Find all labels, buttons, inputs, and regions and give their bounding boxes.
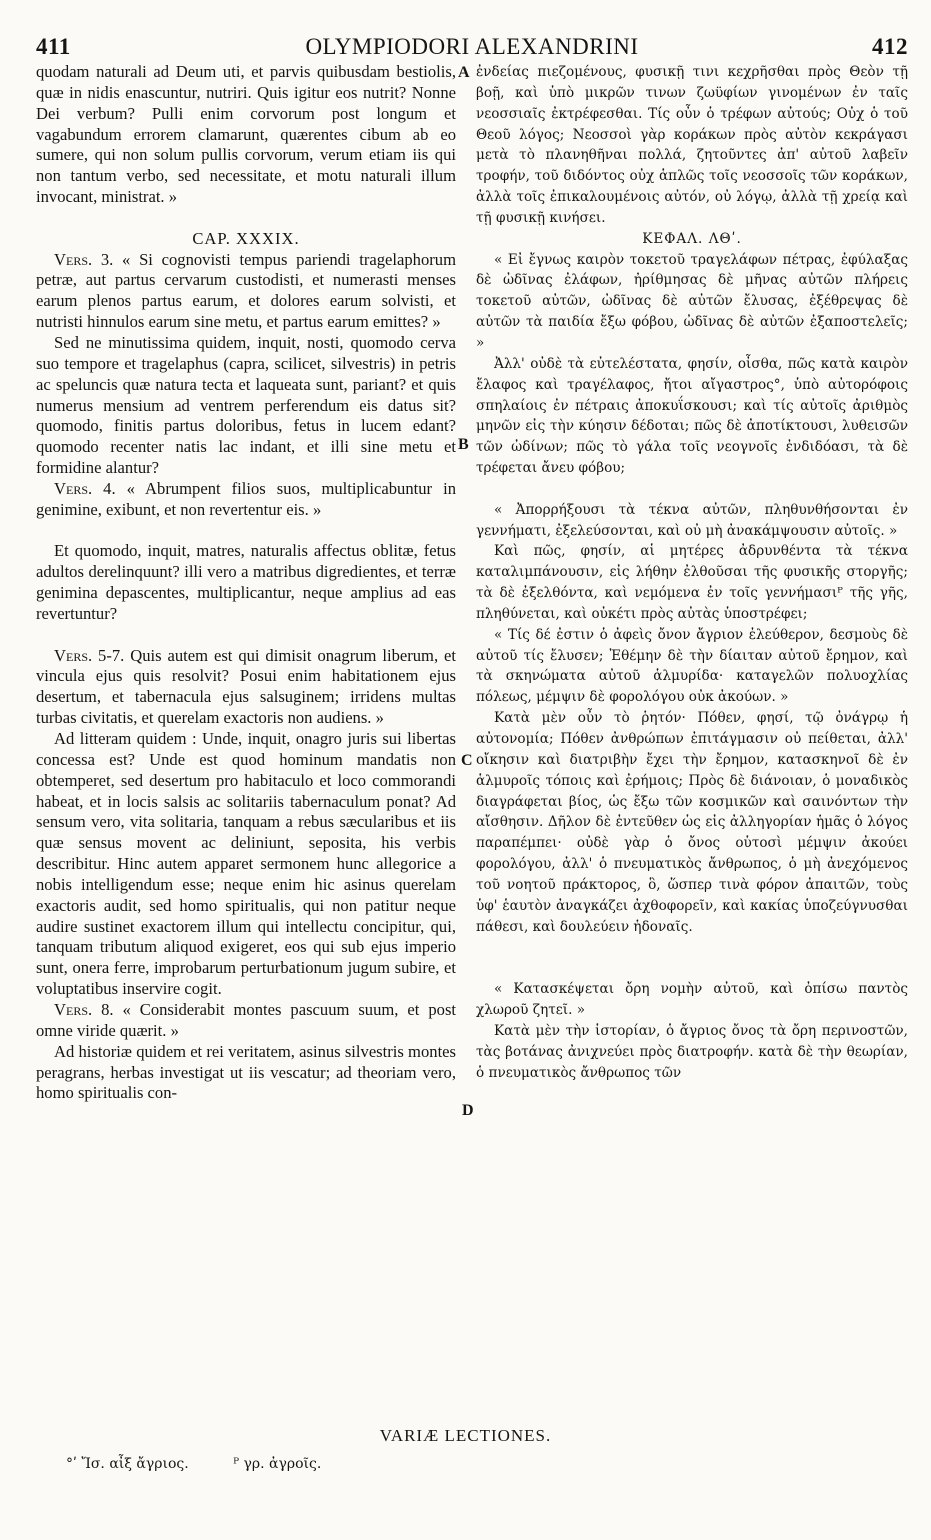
greek-verse-paragraph: « Κατασκέψεται ὄρη νομὴν αὐτοῦ, καὶ ὀπίσω παντὸς χλωροῦ ζητεῖ. » [476, 981, 908, 1018]
greek-verse-paragraph: « Τίς δέ ἐστιν ὁ ἀφεὶς ὄνον ἄγριον ἐλεύθερον, δεσμοὺς δὲ αὐτοῦ τίς ἔλυσεν; Ἐθέμην δὲ τὴν δίαιταν αὐτοῦ ἔρημον, καὶ τὰ σκηνώματα αὐτοῦ ἁλμυρίδα· καταγελῶν πολυοχλίας πόλεως, μέμψιν δὲ φορολόγου οὐκ ἀκούων. » [476, 626, 908, 706]
latin-paragraph: Ad historiæ quidem et rei veritatem, asinus silvestris montes peragrans, herbas investigat ut iis vescatur; ad theoriam vero, homo spiritualis con- [36, 1041, 456, 1103]
greek-paragraph: Καὶ πῶς, φησίν, αἱ μητέρες ἀδρυνθέντα τὰ τέκνα καταλιμπάνουσιν, εἰς λήθην ἐλθοῦσαι τῆς φυσικῆς στοργῆς; τὰ δὲ ἐξελθόντα, καὶ νεμόμενα ἐν τοῖς γεννήμασιᴾ τῆς γῆς, πληθύνεται, καὶ οὐκέτι πρὸς αὐτὰς ὑποστρέφει; [476, 543, 908, 622]
latin-verse-paragraph [36, 1000, 456, 1042]
footnote: °ʹ Ἴσ. αἶξ ἄγριος. [66, 1456, 189, 1472]
spacer [476, 479, 908, 500]
margin-marker-d: D [462, 1102, 474, 1119]
margin-marker-b: B [458, 436, 469, 453]
spacer [36, 625, 456, 646]
greek-verse-paragraph: « Εἰ ἔγνως καιρὸν τοκετοῦ τραγελάφων πέτρας, ἐφύλαξας δὲ ὠδῖνας ἐλάφων, ἠρίθμησας δὲ μῆνας αὐτῶν πλήρεις τοκετοῦ αὐτῶν, ὠδῖνας δὲ αὐτῶν ἔλυσας, ἐξέθρεψας δὲ αὐτῶν τὰ παιδία ἔξω φόβου, ὠδῖνας δὲ αὐτῶν ἐξαποστελεῖς; » [476, 251, 908, 351]
margin-marker-a: A [458, 64, 470, 81]
latin-verse-paragraph [36, 646, 456, 729]
verse-label: Vers. 5-7. [54, 645, 125, 665]
latin-paragraph: Sed ne minutissima quidem, inquit, nosti, quomodo cerva suo tempore et tragelaphus (capra, scilicet, silvestris) in petris ac speluncis quæ natura tecta et laqueata sunt, pariant? et quis numerus mensium ad ventrem perferendum eis datus sit? quomodo, finitis partus doloribus, fetus in lucem edant? quomodo recenter natis lac indant, et illi sine metu et formidine alantur? [36, 332, 456, 478]
spacer [36, 521, 456, 542]
latin-paragraph: Et quomodo, inquit, matres, naturalis affectus oblitæ, fetus adultos derelinquunt? illi vero a matribus digredientes, et terræ genimina depascentes, multiplicantur, neque amplius ad eas revertuntur? [36, 541, 456, 623]
running-title: OLYMPIODORI ALEXANDRINI [305, 34, 639, 59]
latin-column [36, 62, 456, 1104]
page-number-right: 412 [872, 34, 908, 59]
spacer [476, 937, 908, 979]
latin-verse-text: « Abrumpent filios suos, multiplicabuntur in genimine, exibunt, et non revertentur eis. » [36, 478, 456, 519]
running-header [36, 34, 908, 64]
latin-paragraph: quodam naturali ad Deum uti, et parvis quibusdam bestiolis, quæ in nidis enascuntur, nutriri. Quis igitur eos nutrit? Nonne Dei verbum? Pulli enim corvorum post longum et vagabundum errorem clamarunt, quærentes cibum ab eo sumere, qui non solum pullis corvorum, verum etiam iis qui non tantum verbo, sed necessitate, et motu naturali illum invocant, ministrat. » [36, 62, 456, 207]
verse-label: Vers. 3. [54, 249, 114, 269]
latin-verse-text: « Considerabit montes pascuum suum, et post omne viride quærit. » [36, 999, 457, 1040]
footnotes [66, 1456, 566, 1472]
chapter-heading-latin: CAP. XXXIX. [192, 228, 300, 248]
latin-verse-text: « Si cognovisti tempus pariendi tragelaphorum petræ, aut partus cervarum custodisti, et numerasti menses earum plenos partus earum, et dolores earum solvisti, et nutristi hinnulos earum sine metu, et partus earum emittes? » [36, 249, 457, 332]
spacer [36, 208, 456, 229]
greek-verse-paragraph: « Ἀπορρήξουσι τὰ τέκνα αὐτῶν, πληθυνθήσονται ἐν γεννήματι, ἐξελεύσονται, καὶ οὐ μὴ ἀνακάμψουσιν αὐτοῖς. » [476, 501, 908, 539]
latin-verse-text: Quis autem est qui dimisit onagrum liberum, et vincula ejus quis resolvit? Posui enim habitationem ejus desertum, et tabernacula ejus salsuginem; irridens multas turbas civitatis, et querelam exactoris non audiens. » [36, 645, 456, 728]
chapter-heading-greek: ΚΕΦΑΛ. ΛΘʹ. [642, 230, 742, 247]
latin-verse-paragraph [36, 479, 456, 521]
margin-marker-c: C [461, 752, 473, 769]
greek-paragraph: Κατὰ μὲν οὖν τὸ ῥητόν· Πόθεν, φησί, τῷ ὀνάγρῳ ἡ αὐτονομία; Πόθεν ἀνθρώπων ἐπιτάγμασιν οὐ πείθεται, ἀλλ' οἴκησιν καὶ διατριβὴν ἔχει τὴν ἔρημον, κατασκηνοῖ δὲ ἐν ἁλμυροῖς τόποις καὶ ἐρήμοις; Πρὸς δὲ διάνοιαν, ὁ μοναδικὸς διαγράφεται βίος, ὡς ἔξω τῶν κοσμικῶν καὶ σαινόντων τὴν αἴσθησιν. Δῆλον δὲ ἐντεῦθεν ὡς εἰς ἀλληγορίαν ἡμᾶς ὁ λόγος παραπέμπει· οὐδὲ γὰρ ὁ ὄνος οὑτοσὶ μέμψιν ἀκούει φορολόγου, ἀλλ' ὁ πνευματικὸς ἄνθρωπος, ὁ μὴ ἀνεχόμενος τοῦ νοητοῦ πράκτορος, ὃ, ὥσπερ τινὰ φόρον ἀπαιτῶν, τοὺς ὑφ' ἑαυτὸν ἀναγκάζει ἀχθοφορεῖν, καὶ κακίας ὑποζεύγνυσθαι πάθεσι, καὶ δουλεύειν ἡδοναῖς. [476, 710, 908, 935]
latin-verse-paragraph [36, 250, 456, 333]
greek-paragraph: Ἀλλ' οὐδὲ τὰ εὐτελέστατα, φησίν, οἶσθα, πῶς κατὰ καιρὸν ἔλαφος καὶ τραγέλαφος, ἤτοι αἴγαστρος°, ὑπὸ αὐτορόφοις σπηλαίοις ἐν πέτραις ἀποκυΐσκουσι; καὶ τίς αὐτοῖς ἀριθμὸς μηνῶν εἰς τὴν κύησιν δέδοται; πῶς δὲ ἀποτίκτουσι, λυθεισῶν τῶν ὠδίνων; πῶς τὸ γάλα τοῖς νεογνοῖς ἐνδιδόασι, τὰ δὲ τρέφεται ἄνευ φόβου; [476, 355, 908, 477]
variae-lectiones-heading: VARIÆ LECTIONES. [379, 1426, 552, 1445]
greek-paragraph: Κατὰ μὲν τὴν ἱστορίαν, ὁ ἄγριος ὄνος τὰ ὄρη περινοστῶν, τὰς βοτάνας ἀνιχνεύει πρὸς διατροφήν. κατὰ δὲ τὴν θεωρίαν, ὁ πνευματικὸς ἄνθρωπος τῶν [476, 1022, 908, 1081]
page-number-left: 411 [36, 34, 71, 59]
verse-label: Vers. 8. [54, 999, 114, 1019]
greek-column [476, 62, 908, 1083]
footnote: ᴾ γρ. ἀγροῖς. [233, 1456, 322, 1472]
latin-paragraph: Ad litteram quidem : Unde, inquit, onagro juris sui libertas concessa est? Unde est quod hominum mandatis non obtemperet, sed desertum pro habitaculo et loco commorandi habeat, et in locis salsis ac solitariis tabernaculum ponat? Ad sensum vero, vita solitaria, tanquam a rebus sæcularibus et iis quæ sensus movent ac deliniunt, seposita, his verbis describitur. Hinc autem apparet sermonem hunc allegorice a nobis intelligendum esse; neque enim hic asinus querelam exactoris audit, sed homo spiritualis, qui non patitur neque audire sustinet exactorem illum qui intellectu concipitur, qui, tanquam tributum aliquod exigeret, eos qui sub ejus imperio sunt, onera ferre, improbarum perturbationum jugum subire, et voluptatibus inservire cogit. [36, 729, 456, 999]
verse-label: Vers. 4. [54, 478, 116, 498]
greek-paragraph: ἐνδείας πιεζομένους, φυσικῇ τινι κεχρῆσθαι πρὸς Θεὸν τῇ βοῇ, καὶ ὑπὸ μικρῶν τινων ζωϋφίων γινομένων ἐν ταῖς νεοσσιαῖς ἐκτρέφεσθαι. Τίς οὖν ὁ τρέφων αὐτούς; Οὐχ ὁ τοῦ Θεοῦ λόγος; Νεοσσοὶ γὰρ κοράκων πρὸς αὐτὸν κεκράγασι μετὰ τὸ πλανηθῆναι πολλά, ζητοῦντες ἀπ' αὐτοῦ λαβεῖν τροφήν, τοῦ διδόντος οὐχ ἁπλῶς τοῖς νεοσσοῖς τῶν κοράκων, ἀλλὰ τοῖς ἐπικαλουμένοις αὐτόν, οὐ λόγῳ, ἀλλὰ τῇ χρείᾳ καὶ τῇ φυσικῇ κινήσει. [476, 64, 908, 226]
